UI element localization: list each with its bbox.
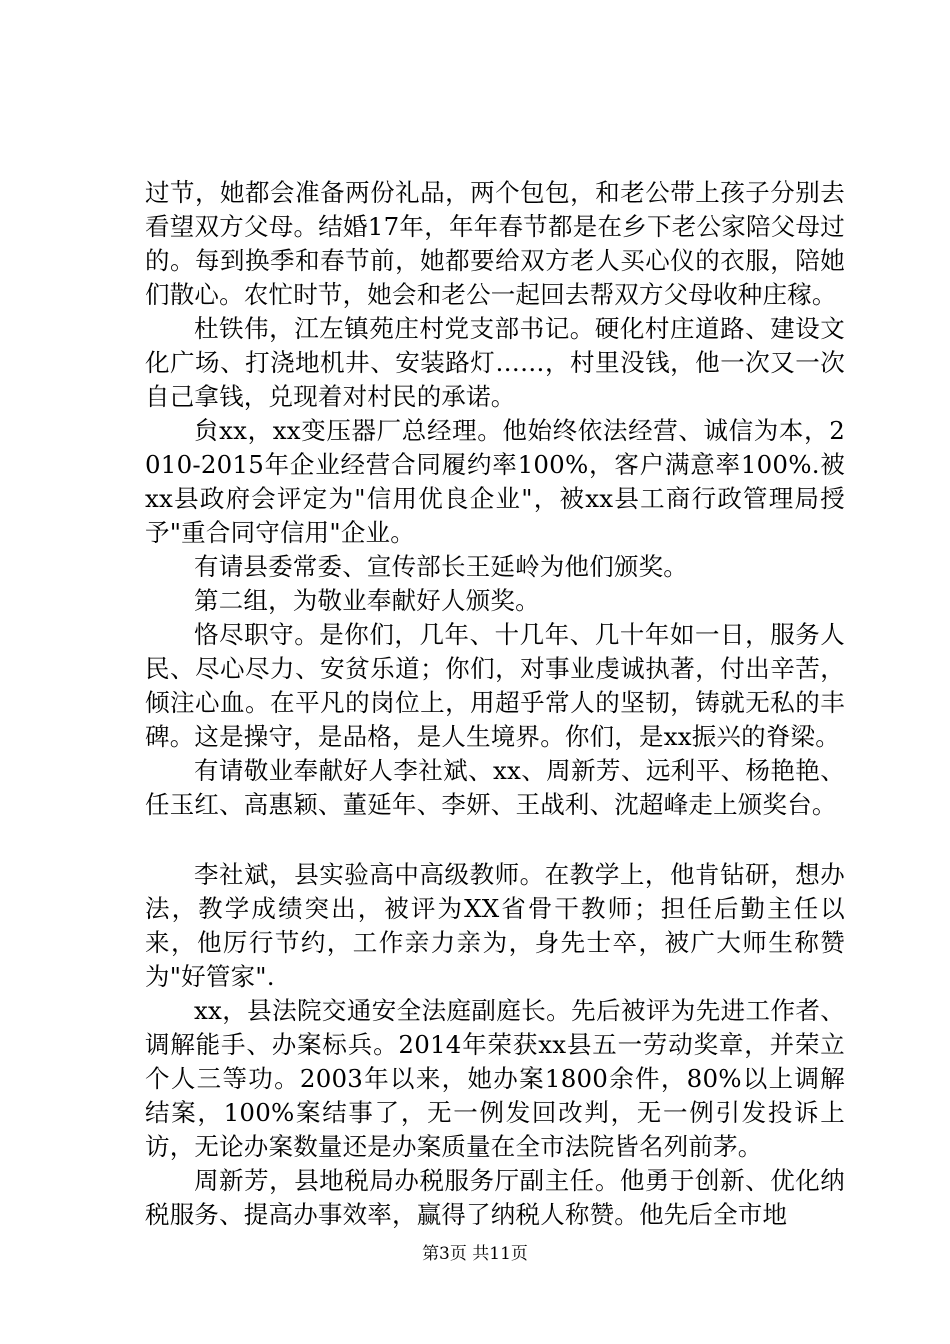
paragraph-5: 第二组，为敬业奉献好人颁奖。 (194, 586, 540, 615)
paragraph-1: 过节，她都会准备两份礼品，两个包包，和老公带上孩子分别去看望双方父母。结婚17年，年年春节都是在乡下老公家陪父母过的。每到换季和春节前，她都要给双方老人买心仪的衣服，陪她们散心。农忙时节，她会和老公一起回去帮双方父母收种庄稼。 (145, 178, 845, 309)
paragraph-7: 有请敬业奉献好人李社斌、xx、周新芳、远利平、杨艳艳、任玉红、高惠颖、董延年、李妍、王战利、沈超峰走上颁奖台。 (145, 756, 845, 819)
paragraph-8: 李社斌，县实验高中高级教师。在教学上，他肯钻研，想办法，教学成绩突出，被评为XX省骨干教师；担任后勤主任以来，他厉行节约，工作亲力亲为，身先士卒，被广大师生称赞为"好管家". (145, 860, 845, 991)
page-number-footer: 第3页 共11页 (422, 1244, 528, 1264)
paragraph-2: 杜铁伟，江左镇苑庄村党支部书记。硬化村庄道路、建设文化广场、打浇地机井、安装路灯……，村里没钱，他一次又一次自己拿钱，兑现着对村民的承诺。 (145, 314, 845, 411)
paragraph-4: 有请县委常委、宣传部长王延岭为他们颁奖。 (194, 552, 688, 581)
paragraph-9: xx，县法院交通安全法庭副庭长。先后被评为先进工作者、调解能手、办案标兵。2014年荣获xx县五一劳动奖章，并荣立个人三等功。2003年以来，她办案1800余件，80%以上调解结案，100%案结事了，无一例发回改判，无一例引发投诉上访，无论办案数量还是办案质量在全市法院皆名列前茅。 (145, 996, 845, 1161)
paragraph-6: 恪尽职守。是你们，几年、十几年、几十年如一日，服务人民、尽心尽力、安贫乐道；你们，对事业虔诚执著，付出辛苦，倾注心血。在平凡的岗位上，用超乎常人的坚韧，铸就无私的丰碑。这是操守，是品格，是人生境界。你们，是xx振兴的脊梁。 (145, 620, 845, 751)
paragraph-10: 周新芳，县地税局办税服务厅副主任。他勇于创新、优化纳税服务、提高办事效率，赢得了纳税人称赞。他先后全市地 (145, 1166, 845, 1229)
paragraph-3: 贠xx，xx变压器厂总经理。他始终依法经营、诚信为本，2010-2015年企业经营合同履约率100%，客户满意率100%.被xx县政府会评定为"信用优良企业"，被xx县工商行政管理局授予"重合同守信用"企业。 (145, 416, 845, 547)
document-body (145, 176, 845, 1232)
